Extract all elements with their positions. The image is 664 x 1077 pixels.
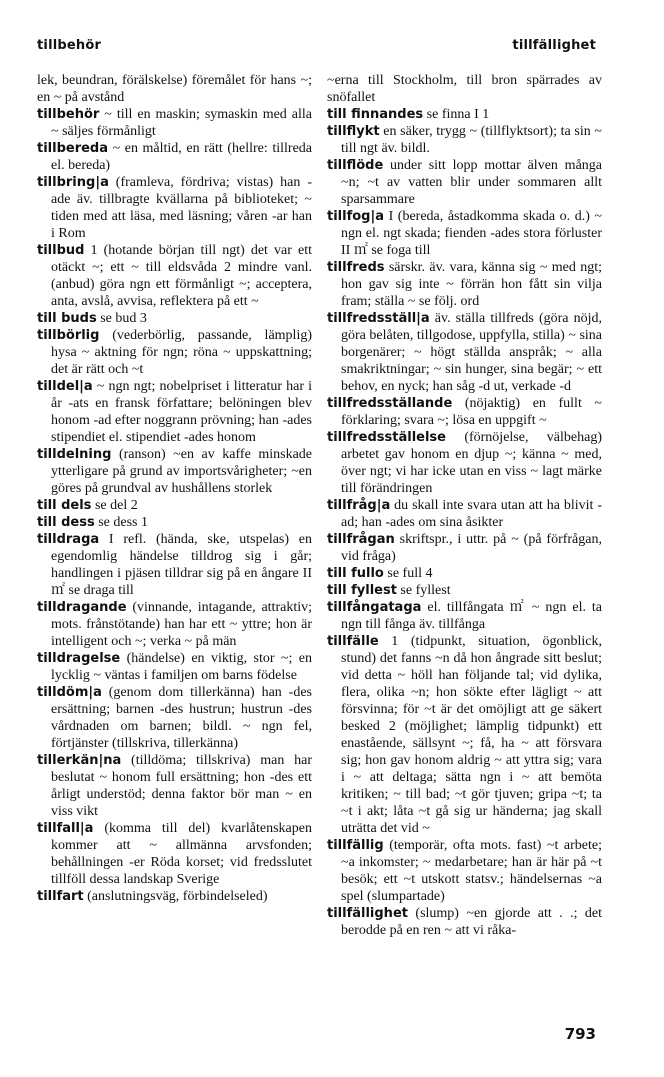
entry: tillfällig (temporär, ofta mots. fast) ~t arbete; ~a inkomster; ~ medarbetare; han är här på ~t besök; ett ~t utskott statsv.; händelsernas ~a spel (slumpartade): [327, 838, 602, 904]
headword: tilldragelse: [37, 651, 121, 666]
entry: tilldragelse (händelse) en viktig, stor ~; en lycklig ~ väntas i familjen om barns födelse: [37, 651, 312, 683]
headword: tillerkän|na: [37, 753, 122, 768]
entry: tillfälle 1 (tidpunkt, situation, ögonblick, stund) det fanns ~n då hon ångrade sitt beslut; vid detta ~ höll han följande tal; vid dylika, flera, olika ~n; hon sökte efter lägligt ~ att försvinna; för ~t är det omöjligt att ge säkert besked 2 (möjlighet; lämplig tidpunkt) ett enastående, sällsynt ~; få, ha ~ att försvara sig; hon gav honom aldrig ~ att yttra sig; vara i ~ att deltaga; sätta ngn i ~ att bemöta kritiken; ~ till bad; ~t gör tjuven; gripa ~t; ta ~t i akt; låta ~t gå sig ur händerna; jag skall uträtta det vid ~: [327, 634, 602, 836]
headword: tillflykt: [327, 124, 380, 139]
entry: till dess se dess 1: [37, 515, 148, 530]
headword: till fullo: [327, 566, 384, 581]
entry: tilldel|a ~ ngn ngt; nobelpriset i litteratur har i år -ats en fransk författare; belöningen blev honom -ad efter noggrann prövning; han -ades stipendiet el. stipendiet -ades honom: [37, 379, 312, 445]
entry: tillbereda ~ en måltid, en rätt (hellre: tillreda el. bereda): [37, 141, 312, 173]
headword: tillflöde: [327, 158, 384, 173]
entry: tillbehör ~ till en maskin; symaskin med alla ~ säljes förmånligt: [37, 107, 312, 139]
headword: tillfredsställande: [327, 396, 453, 411]
headword: tillbud: [37, 243, 85, 258]
entry: tillbring|a (framleva, fördriva; vistas) han -ade äv. tillbragte kvällarna på biblioteket; ~ tiden med att läsa, med läsning; våren -ar han i Rom: [37, 175, 312, 241]
headword: till buds: [37, 311, 97, 326]
headword: till finnandes: [327, 107, 424, 122]
headword: tilldöm|a: [37, 685, 102, 700]
entry: tilldöm|a (genom dom tillerkänna) han -des ersättning; barnen -des hustrun; hustrun -des vårdnaden om barnen; bildl. ~ ngn fel, förtjänster (tillskriva, tillerkänna): [37, 685, 312, 751]
headword: tilldragande: [37, 600, 127, 615]
entry: tillflykt en säker, trygg ~ (tillflyktsort); ta sin ~ till ngt äv. bildl.: [327, 124, 602, 156]
page-number: 793: [564, 1025, 596, 1043]
headword: tillfreds: [327, 260, 385, 275]
entry: till dels se del 2: [37, 498, 138, 513]
entry: tillfart (anslutningsväg, förbindelseled): [37, 889, 268, 904]
entry: tillbud 1 (hotande början till ngt) det var ett otäckt ~; ett ~ till eldsvåda 2 mindre vanl. (anbud) göra ngn ett förmånligt ~; acceptera, anta, avslå, avvisa, reflektera på ett ~: [37, 243, 312, 309]
right-column: [327, 72, 602, 939]
entry: tillerkän|na (tilldöma; tillskriva) man har beslutat ~ honom full ersättning; hon -des ett årligt understöd; denna faktor bör man ~ en viss vikt: [37, 753, 312, 819]
headword: tillfångataga: [327, 600, 422, 615]
headword: tillfråg|a: [327, 498, 391, 513]
entry: tillfällighet (slump) ~en gjorde att . .; det berodde på en ren ~ att vi råka-: [327, 906, 602, 938]
entry: tillfråg|a du skall inte svara utan att ha blivit -ad; han -ades om sina åsikter: [327, 498, 602, 530]
headword: tillfällig: [327, 838, 384, 853]
headword: tillfall|a: [37, 821, 94, 836]
headword: tillbring|a: [37, 175, 109, 190]
entry: till buds se bud 3: [37, 311, 147, 326]
running-header-left: tillbehör: [37, 38, 102, 53]
headword: tillbehör: [37, 107, 100, 122]
headword: till dels: [37, 498, 92, 513]
headword: tillfälle: [327, 634, 379, 649]
headword: till fyllest: [327, 583, 397, 598]
headword: tillbörlig: [37, 328, 100, 343]
entry: tillflöde under sitt lopp mottar älven många ~n; ~t av vatten blir under sommaren allt sparsammare: [327, 158, 602, 207]
headword: till dess: [37, 515, 95, 530]
headword: tilldraga: [37, 532, 100, 547]
headword: tillfällighet: [327, 906, 408, 921]
headword: tilldelning: [37, 447, 112, 462]
entry: tillfrågan skriftspr., i uttr. på ~ (på förfrågan, vid fråga): [327, 532, 602, 564]
entry: tilldelning (ranson) ~en av kaffe minskade ytterligare på grund av importsvårigheter; ~en göres på grundval av hushållens storlek: [37, 447, 312, 496]
entry: tillfångataga el. tillfångata ㎡ ~ ngn el. ta ngn till fånga äv. tillfånga: [327, 600, 602, 632]
entry: tilldragande (vinnande, intagande, attraktiv; mots. frånstötande) han har ett ~ yttre; hon är intelligent och ~; verka ~ på män: [37, 600, 312, 649]
headword: tillfart: [37, 889, 84, 904]
entry: ~erna till Stockholm, till bron spärrades av snöfallet: [327, 73, 602, 105]
entry: lek, beundran, förälskelse) föremålet för hans ~; en ~ på avstånd: [37, 73, 312, 105]
headword: tillfog|a: [327, 209, 384, 224]
headword: tillfredsställ|a: [327, 311, 430, 326]
entry: tillfredsställ|a äv. ställa tillfreds (göra nöjd, göra belåten, tillgodose, uppfylla, stilla) ~ sina borgenärer; ~ högt ställda anspråk; ~ alla smakriktningar; ~ sin hunger, sina begär; ~ ett behov, en nyck; han såg -d ut, verkade -d: [327, 311, 602, 394]
headword: tillbereda: [37, 141, 109, 156]
entry: till fyllest se fyllest: [327, 583, 451, 598]
entry: tilldraga I refl. (hända, ske, utspelas) en egendomlig händelse tilldrog sig i går; handlingen i pjäsen tilldrar sig på en ångare II ㎡ se draga till: [37, 532, 312, 598]
headword: tillfrågan: [327, 532, 395, 547]
running-header-right: tillfällighet: [512, 38, 596, 53]
entry: tillfreds särskr. äv. vara, känna sig ~ med ngt; hon gav sig inte ~ förrän hon fått sin vilja fram; ställa ~ se följ. ord: [327, 260, 602, 309]
entry: tillbörlig (vederbörlig, passande, lämplig) hysa ~ aktning för ngn; röna ~ uppskattning; det är rätt och ~t: [37, 328, 312, 377]
left-column: [37, 72, 312, 905]
entry: tillfog|a I (bereda, åstadkomma skada o. d.) ~ ngn el. ngt skada; fienden -ades stora förluster II ㎡ se foga till: [327, 209, 602, 258]
entry: till fullo se full 4: [327, 566, 433, 581]
entry: tillfredsställelse (förnöjelse, välbehag) arbetet gav honom en djup ~; känna ~ med, över ngt; vi har icke utan en viss ~ lagt märke till förändringen: [327, 430, 602, 496]
headword: tillfredsställelse: [327, 430, 446, 445]
entry: tillfall|a (komma till del) kvarlåtenskapen kommer att ~ allmänna arvsfonden; behållningen -er Röda korset; vid fredsslutet tillföll dessa landskap Sverige: [37, 821, 312, 887]
headword: tilldel|a: [37, 379, 93, 394]
entry: tillfredsställande (nöjaktig) en fullt ~ förklaring; svara ~; lösa en uppgift ~: [327, 396, 602, 428]
entry: till finnandes se finna I 1: [327, 107, 490, 122]
